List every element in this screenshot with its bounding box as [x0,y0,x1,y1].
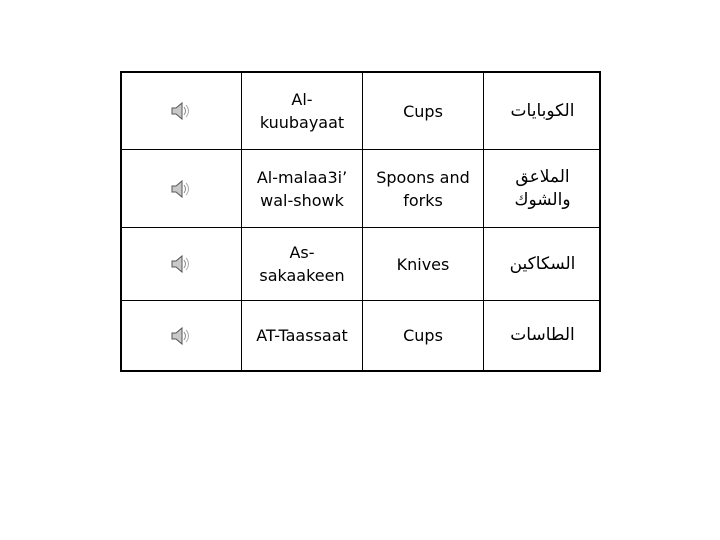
table-row [122,150,599,228]
english-cell: Knives [363,228,484,300]
audio-cell [122,150,242,227]
speaker-icon[interactable] [171,254,193,274]
transliteration-cell: AT-Taassaat [242,301,363,370]
table-row [122,73,599,150]
speaker-icon[interactable] [171,326,193,346]
arabic-cell: الملاعق والشوك [514,166,571,210]
transliteration-cell: As- sakaakeen [242,228,363,300]
table-row [122,301,599,370]
english-cell: Cups [363,73,484,149]
arabic-cell: الطاسات [510,325,575,345]
audio-cell [122,73,242,149]
speaker-icon[interactable] [171,179,193,199]
audio-cell [122,301,242,370]
audio-cell [122,228,242,300]
vocabulary-table [120,71,601,372]
english-cell: Spoons and forks [363,150,484,227]
transliteration-cell: Al-malaa3i’ wal-showk [242,150,363,227]
transliteration-cell: Al- kuubayaat [242,73,363,149]
speaker-icon[interactable] [171,101,193,121]
arabic-cell: الكوبايات [510,100,575,121]
table-row [122,228,599,301]
english-cell: Cups [363,301,484,370]
arabic-cell: السكاكين [509,253,576,274]
